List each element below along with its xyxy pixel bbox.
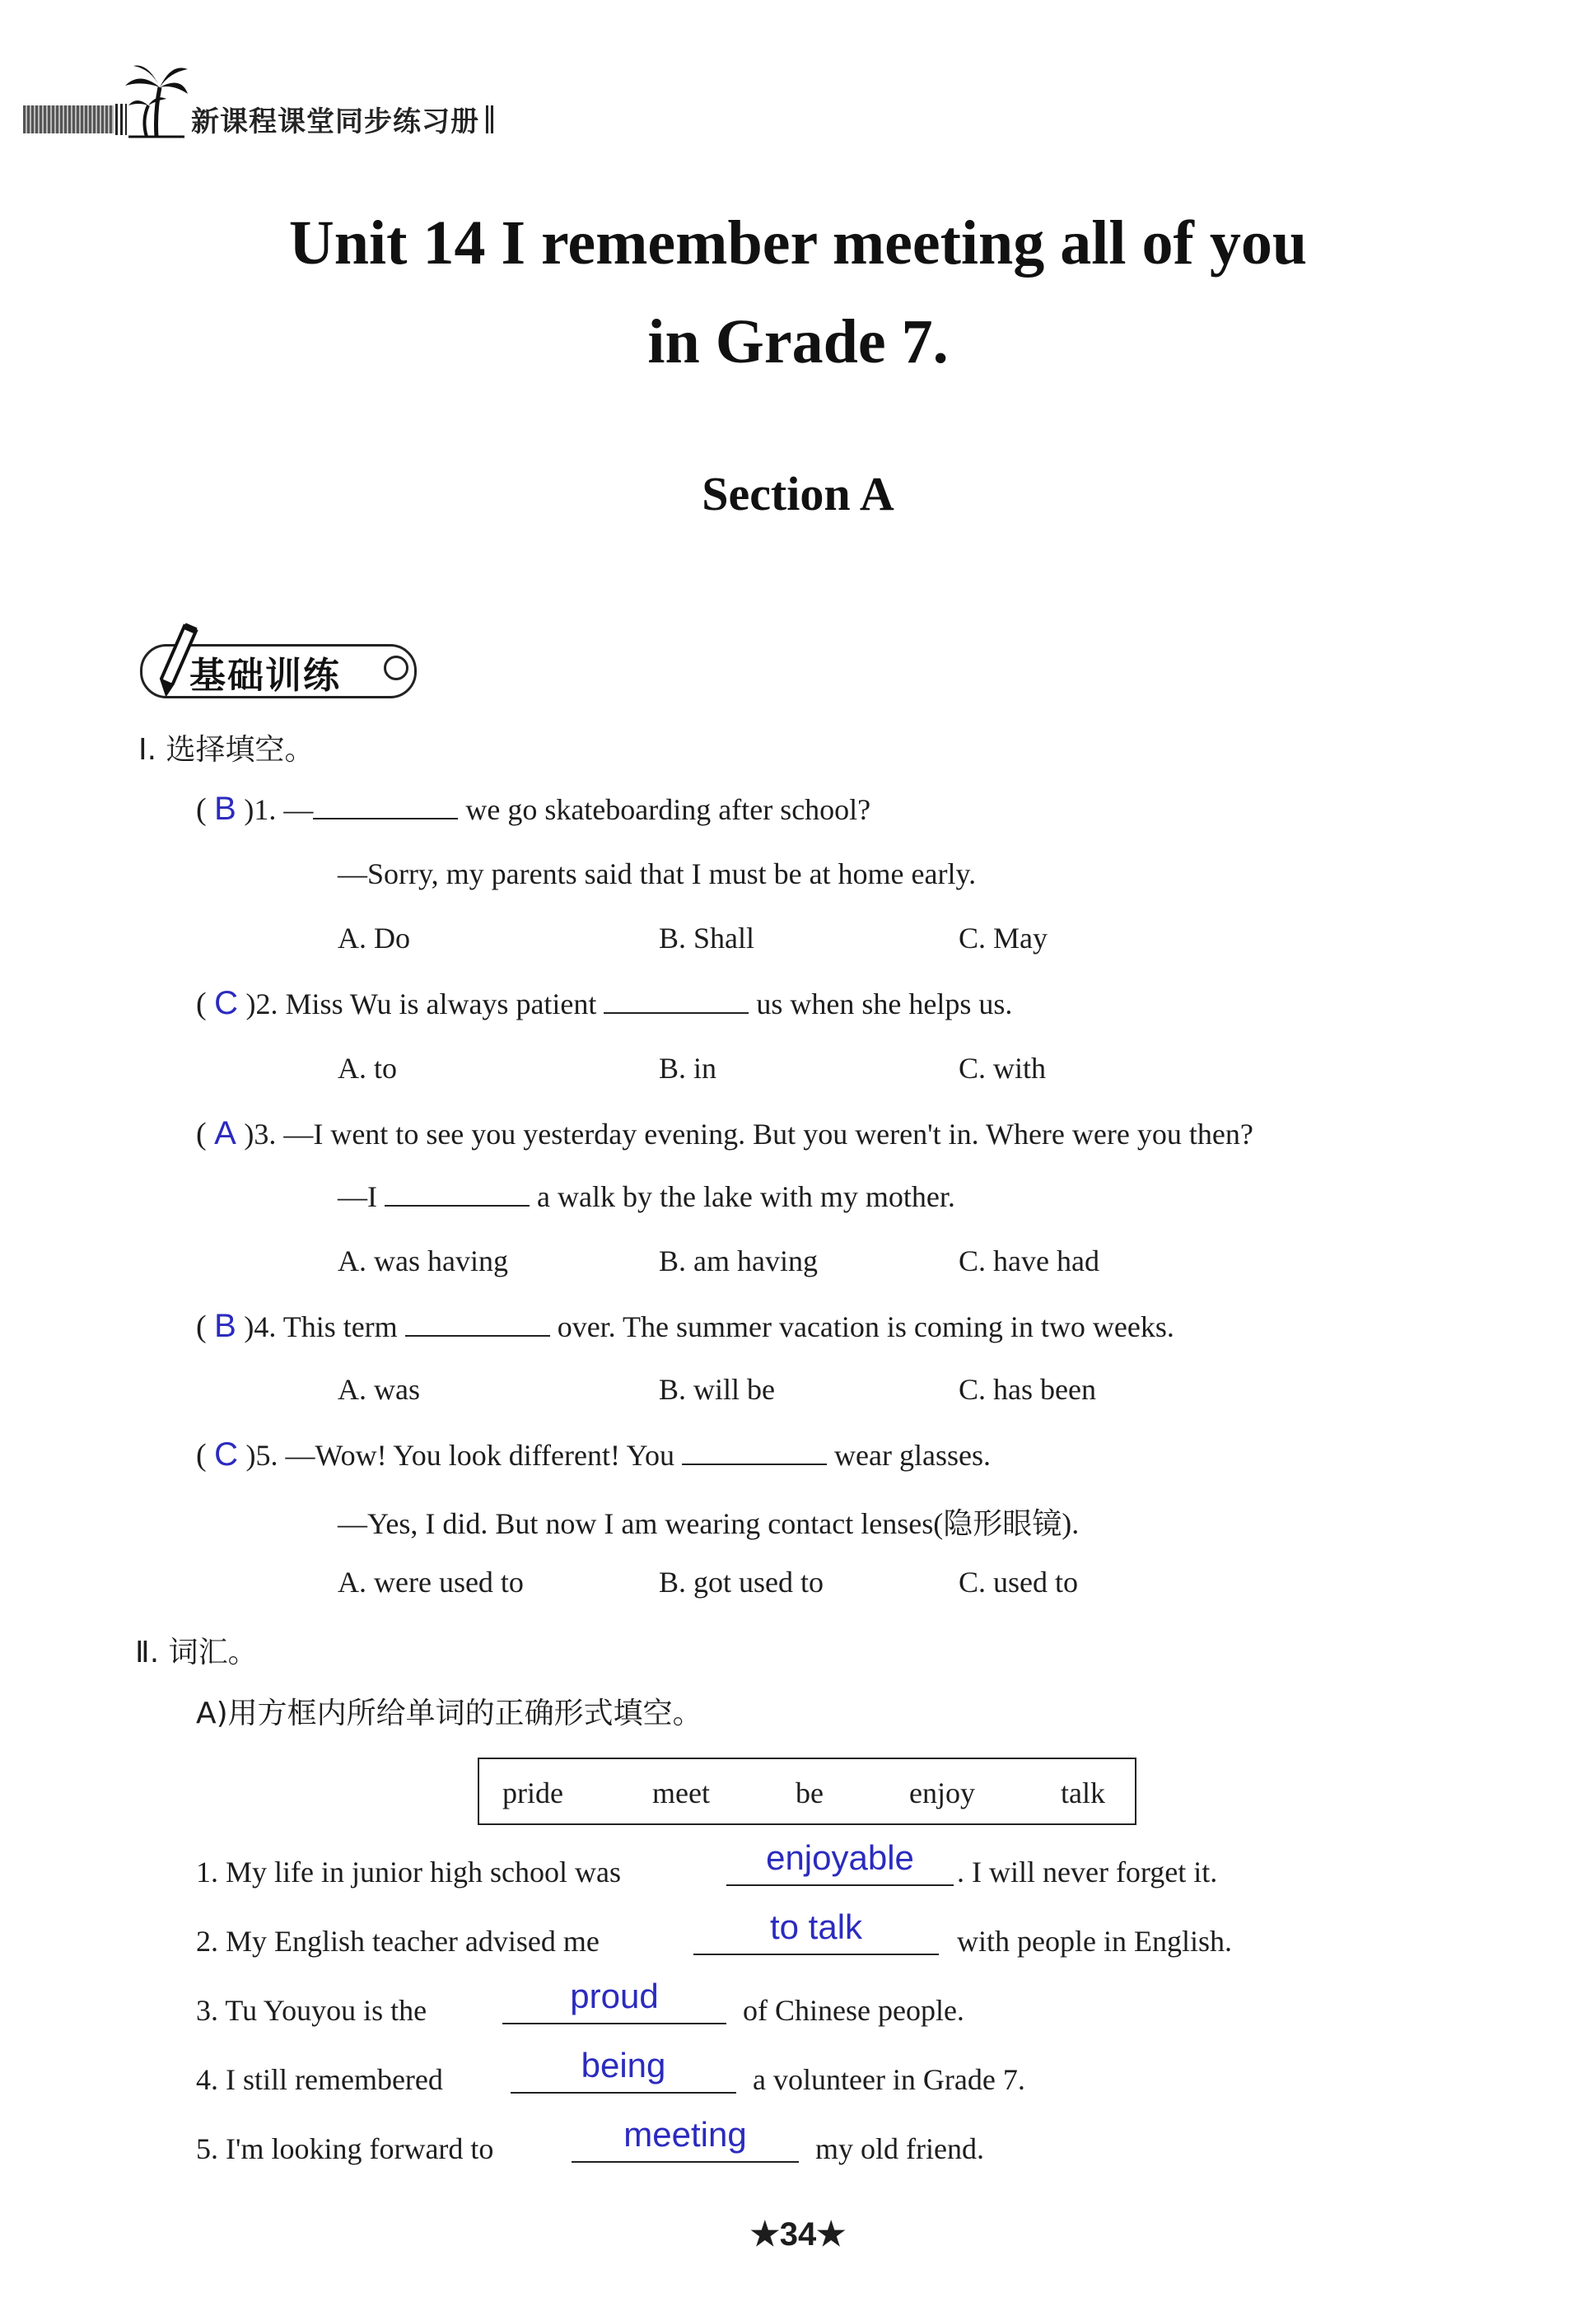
section-title: Section A [702,467,894,521]
vocab-item-5-text: 5. I'm looking forward to [196,2132,494,2165]
answer-2: C [214,985,239,1021]
unit-title-line1: Unit 14 I remember meeting all of you [288,208,1308,278]
answer-1: B [214,791,236,827]
word-box-item: be [796,1776,824,1809]
vocab-item-5-rest: my old friend. [815,2132,984,2165]
vocab-answer-4: being [581,2046,666,2085]
q3-option-c: C. have had [959,1244,1099,1277]
q5-option-c: C. used to [959,1566,1079,1599]
question-1: ( B )1. — we go skateboarding after school? [196,791,871,827]
word-box-item: meet [652,1776,710,1809]
vocab-answer-5: meeting [623,2115,747,2154]
vocab-item-4-text: 4. I still remembered [196,2063,443,2096]
question-3-reply: —I a walk by the lake with my mother. [338,1180,955,1213]
q4-option-b: B. will be [659,1373,775,1406]
q1-option-c: C. May [959,922,1048,955]
q2-option-b: B. in [659,1052,717,1085]
word-box-item: enjoy [909,1776,975,1809]
word-box-item: talk [1061,1776,1105,1809]
vocab-item-1-rest: . I will never forget it. [957,1856,1218,1888]
vocab-item-2-rest: with people in English. [957,1925,1232,1958]
q1-option-a: A. Do [338,922,410,955]
blank-2 [604,987,749,1014]
q3-option-a: A. was having [338,1244,508,1277]
vocab-blank-5 [572,2161,799,2163]
blank-3 [385,1180,530,1207]
q5-option-a: A. were used to [338,1566,524,1599]
question-1-reply: —Sorry, my parents said that I must be at home early. [338,857,977,890]
palm-tree-icon [124,63,189,138]
q4-option-c: C. has been [959,1373,1096,1406]
vocab-blank-3 [502,2023,726,2024]
question-3: ( A )3. —I went to see you yesterday evening. But you weren't in. Where were you then? [196,1115,1253,1151]
blank-5 [682,1439,827,1465]
header-decoration [23,105,114,133]
part2-subheading: A)用方框内所给单词的正确形式填空。 [196,1697,702,1730]
q2-option-c: C. with [959,1052,1047,1085]
book-title: 新课程课堂同步练习册 [191,105,479,138]
q4-option-a: A. was [338,1373,420,1406]
vocab-answer-1: enjoyable [766,1838,914,1877]
vocab-answer-2: to talk [769,1907,863,1946]
vocab-item-2-text: 2. My English teacher advised me [196,1925,600,1958]
basic-training-badge [130,639,418,698]
unit-title-line2: in Grade 7. [647,307,949,376]
vocab-item-1-text: 1. My life in junior high school was [196,1856,621,1888]
page-number: ★34★ [749,2216,847,2253]
badge-dot [384,656,408,680]
vocab-item-4-rest: a volunteer in Grade 7. [753,2063,1025,2096]
answer-4: B [214,1308,236,1344]
badge-label: 基础训练 [189,655,341,697]
question-5-reply: —Yes, I did. But now I am wearing contact lenses(隐形眼镜). [338,1507,1080,1540]
question-2: ( C )2. Miss Wu is always patient us when she helps us. [196,985,1013,1021]
word-box-item: pride [502,1776,563,1809]
header-end-stripes [486,105,496,133]
q2-option-a: A. to [338,1052,397,1085]
q3-option-b: B. am having [659,1244,818,1277]
vocab-item-3-rest: of Chinese people. [743,1994,964,2027]
q1-option-b: B. Shall [659,922,755,955]
q5-option-b: B. got used to [659,1566,824,1599]
question-4: ( B )4. This term over. The summer vacation is coming in two weeks. [196,1308,1174,1344]
part1-heading: Ⅰ. 选择填空。 [138,733,315,767]
vocab-blank-2 [693,1954,939,1955]
vocab-item-3-text: 3. Tu Youyou is the [196,1994,427,2027]
question-5: ( C )5. —Wow! You look different! You wear glasses. [196,1436,991,1473]
vocab-answer-3: proud [570,1977,659,2015]
word-box [478,1758,1136,1825]
blank-1 [313,793,458,819]
vocab-blank-1 [726,1884,954,1886]
blank-4 [405,1310,550,1337]
vocab-blank-4 [511,2092,736,2094]
part2-heading: Ⅱ. 词汇。 [135,1636,258,1669]
answer-5: C [214,1436,239,1473]
answer-3: A [214,1115,236,1151]
